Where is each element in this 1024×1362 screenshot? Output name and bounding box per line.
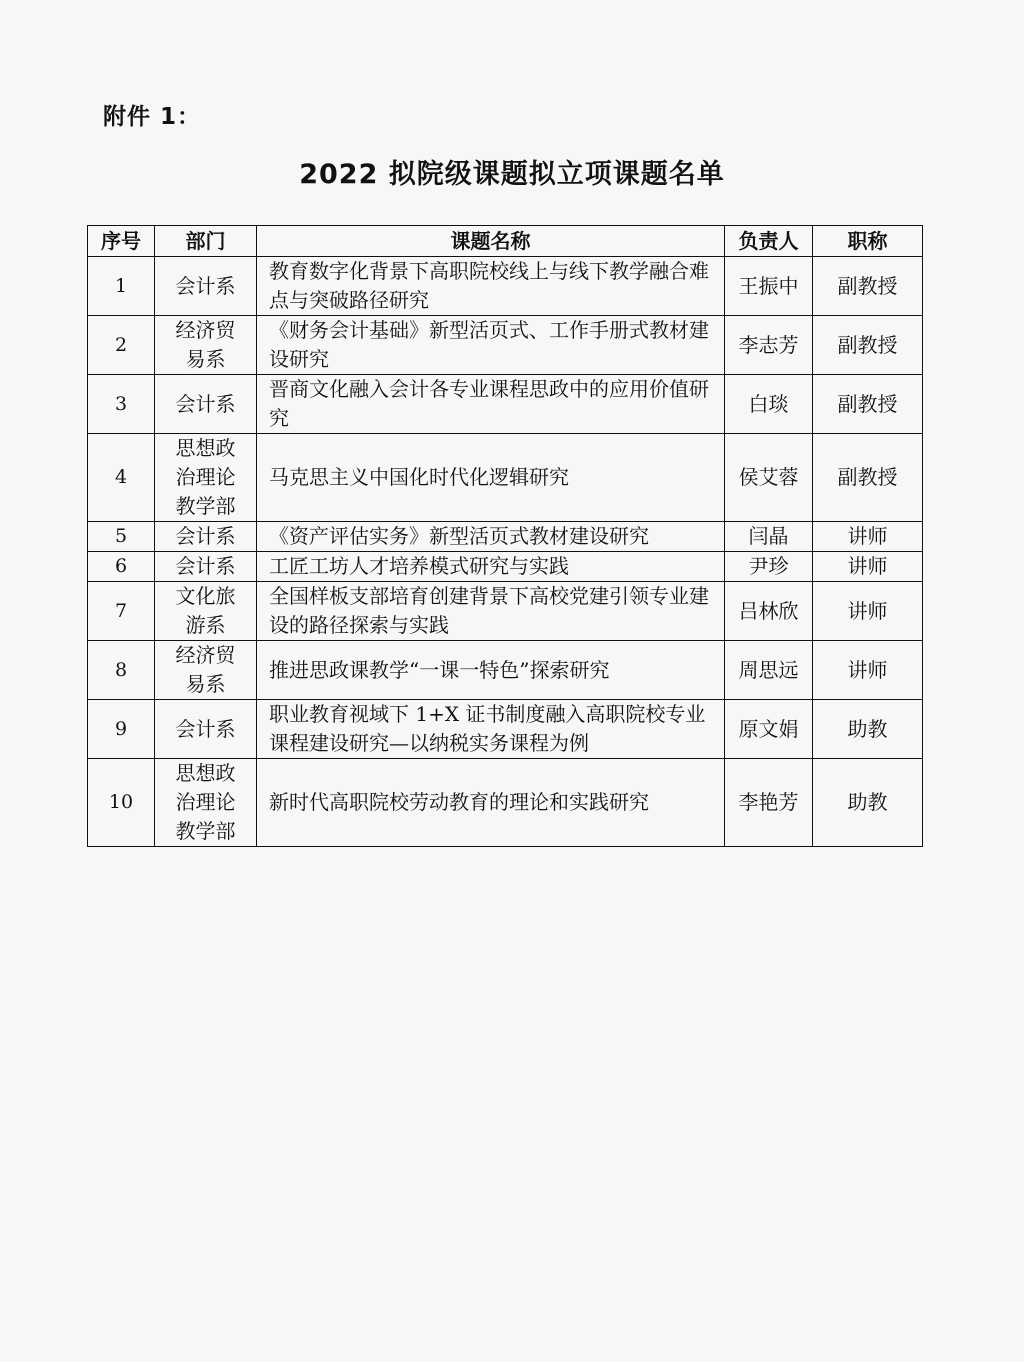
row-leader: 闫晶 bbox=[725, 522, 813, 552]
row-leader: 白琰 bbox=[725, 375, 813, 434]
row-title: 讲师 bbox=[813, 552, 923, 582]
table-row bbox=[88, 641, 923, 700]
row-title: 助教 bbox=[813, 759, 923, 847]
row-no: 9 bbox=[88, 700, 155, 759]
header-no: 序号 bbox=[88, 226, 155, 257]
row-leader: 侯艾蓉 bbox=[725, 434, 813, 522]
table-row bbox=[88, 316, 923, 375]
table-row bbox=[88, 375, 923, 434]
row-topic: 工匠工坊人才培养模式研究与实践 bbox=[257, 552, 725, 582]
project-table bbox=[87, 225, 923, 847]
table-row bbox=[88, 759, 923, 847]
row-leader: 原文娟 bbox=[725, 700, 813, 759]
row-title: 讲师 bbox=[813, 522, 923, 552]
row-topic: 推进思政课教学“一课一特色”探索研究 bbox=[257, 641, 725, 700]
row-no: 5 bbox=[88, 522, 155, 552]
row-dept: 文化旅游系 bbox=[155, 582, 257, 641]
header-topic: 课题名称 bbox=[257, 226, 725, 257]
table-row bbox=[88, 582, 923, 641]
row-no: 8 bbox=[88, 641, 155, 700]
row-topic: 教育数字化背景下高职院校线上与线下教学融合难点与突破路径研究 bbox=[257, 257, 725, 316]
row-dept: 思想政治理论教学部 bbox=[155, 759, 257, 847]
row-leader: 吕林欣 bbox=[725, 582, 813, 641]
row-no: 2 bbox=[88, 316, 155, 375]
row-no: 6 bbox=[88, 552, 155, 582]
row-leader: 李志芳 bbox=[725, 316, 813, 375]
table-row bbox=[88, 700, 923, 759]
row-dept: 会计系 bbox=[155, 552, 257, 582]
table-row bbox=[88, 257, 923, 316]
table-row bbox=[88, 434, 923, 522]
header-dept: 部门 bbox=[155, 226, 257, 257]
attachment-label: 附件 1： bbox=[103, 104, 202, 130]
row-dept: 会计系 bbox=[155, 522, 257, 552]
row-topic: 马克思主义中国化时代化逻辑研究 bbox=[257, 434, 725, 522]
row-dept: 会计系 bbox=[155, 257, 257, 316]
row-title: 副教授 bbox=[813, 434, 923, 522]
row-leader: 周思远 bbox=[725, 641, 813, 700]
table-row bbox=[88, 552, 923, 582]
row-topic: 职业教育视域下 1+X 证书制度融入高职院校专业课程建设研究—以纳税实务课程为例 bbox=[257, 700, 725, 759]
row-leader: 李艳芳 bbox=[725, 759, 813, 847]
row-dept: 经济贸易系 bbox=[155, 641, 257, 700]
row-title: 副教授 bbox=[813, 316, 923, 375]
row-title: 讲师 bbox=[813, 641, 923, 700]
page-title: 2022 拟院级课题拟立项课题名单 bbox=[299, 159, 725, 190]
row-title: 副教授 bbox=[813, 257, 923, 316]
table-header-row bbox=[88, 226, 923, 257]
header-title: 职称 bbox=[813, 226, 923, 257]
table-row bbox=[88, 522, 923, 552]
row-no: 1 bbox=[88, 257, 155, 316]
row-title: 助教 bbox=[813, 700, 923, 759]
row-topic: 全国样板支部培育创建背景下高校党建引领专业建设的路径探索与实践 bbox=[257, 582, 725, 641]
row-dept: 经济贸易系 bbox=[155, 316, 257, 375]
row-title: 讲师 bbox=[813, 582, 923, 641]
row-no: 7 bbox=[88, 582, 155, 641]
row-no: 3 bbox=[88, 375, 155, 434]
row-no: 4 bbox=[88, 434, 155, 522]
row-topic: 《财务会计基础》新型活页式、工作手册式教材建设研究 bbox=[257, 316, 725, 375]
row-leader: 尹珍 bbox=[725, 552, 813, 582]
row-topic: 《资产评估实务》新型活页式教材建设研究 bbox=[257, 522, 725, 552]
row-title: 副教授 bbox=[813, 375, 923, 434]
row-topic: 新时代高职院校劳动教育的理论和实践研究 bbox=[257, 759, 725, 847]
row-dept: 会计系 bbox=[155, 700, 257, 759]
header-leader: 负责人 bbox=[725, 226, 813, 257]
row-dept: 思想政治理论教学部 bbox=[155, 434, 257, 522]
row-no: 10 bbox=[88, 759, 155, 847]
row-leader: 王振中 bbox=[725, 257, 813, 316]
row-dept: 会计系 bbox=[155, 375, 257, 434]
row-topic: 晋商文化融入会计各专业课程思政中的应用价值研究 bbox=[257, 375, 725, 434]
